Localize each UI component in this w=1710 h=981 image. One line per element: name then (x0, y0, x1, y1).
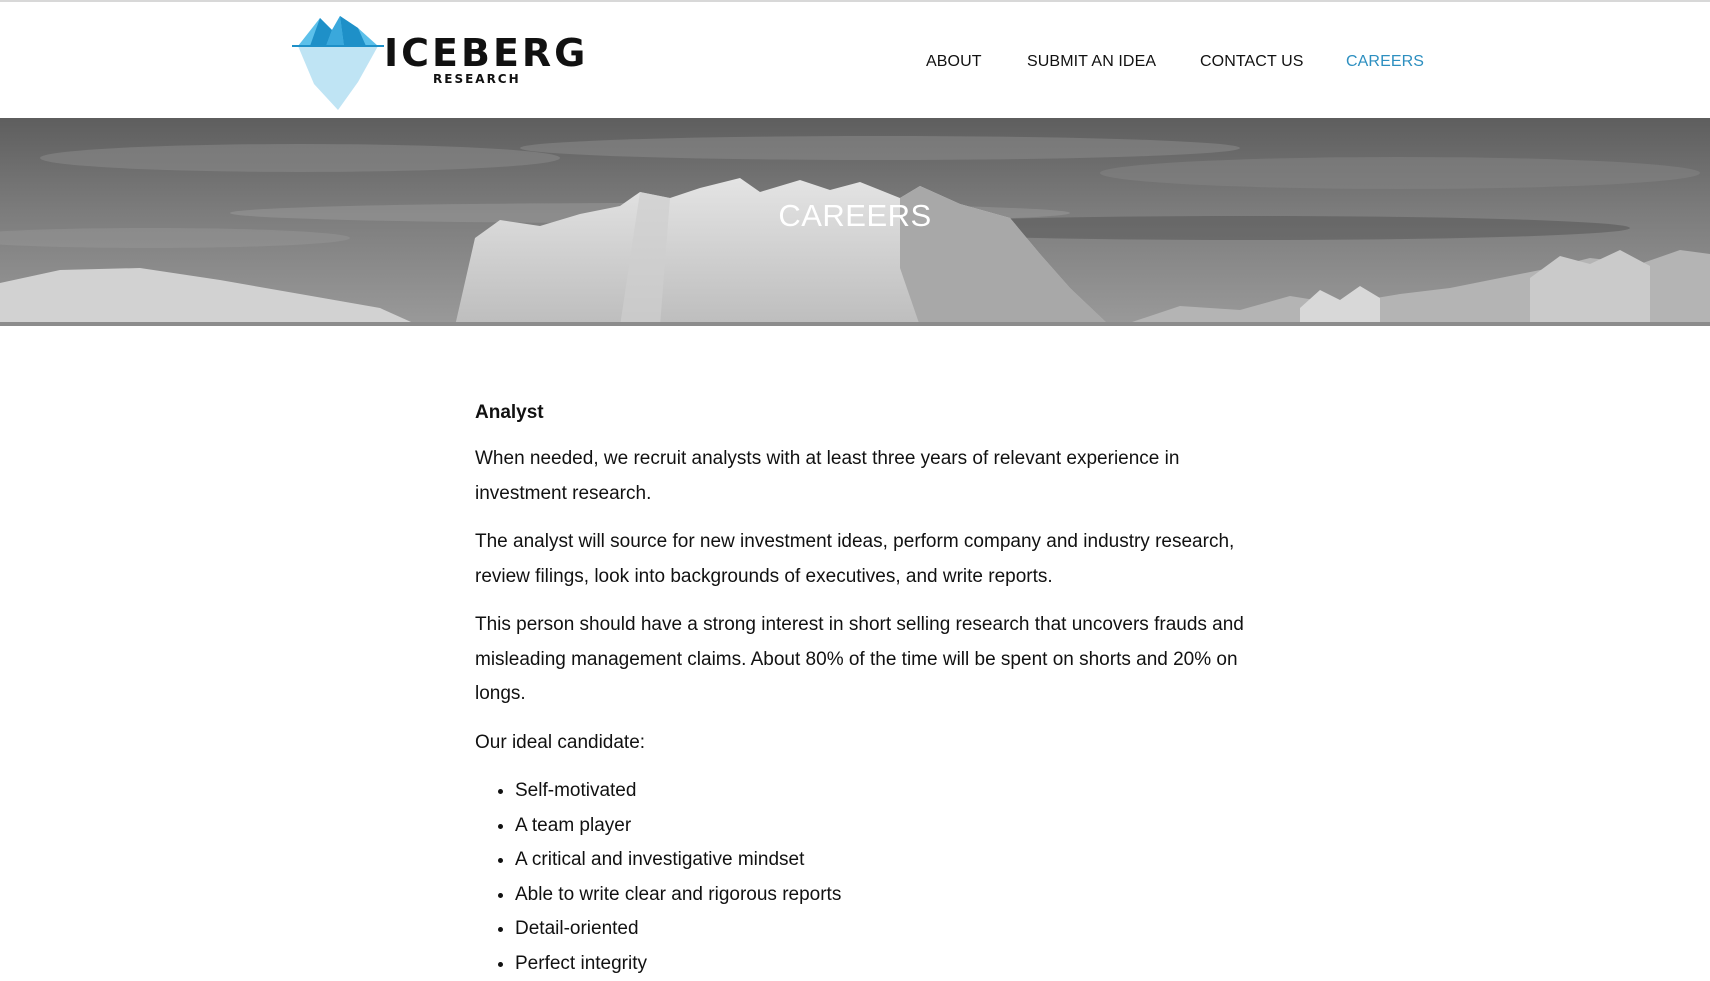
candidate-traits-list (475, 774, 1245, 981)
list-item: • Perfect integrity (515, 947, 1245, 981)
list-item: • Self-motivated (515, 774, 1245, 809)
paragraph-responsibilities: The analyst will source for new investment ideas, perform company and industry research, review filings, look into backgrounds of executives, and write reports. (475, 525, 1245, 594)
nav-careers[interactable]: CAREERS (1346, 50, 1424, 74)
nav-about[interactable]: ABOUT (926, 50, 982, 74)
hero-banner (0, 118, 1710, 326)
list-item: • Detail-oriented (515, 912, 1245, 947)
nav-submit-an-idea[interactable]: SUBMIT AN IDEA (1027, 50, 1156, 74)
site-header (0, 2, 1710, 118)
job-title: Analyst (475, 398, 1245, 428)
careers-content (475, 398, 1245, 981)
hero-title: CAREERS (0, 200, 1710, 231)
list-item: • Able to write clear and rigorous reports (515, 878, 1245, 913)
nav-contact-us[interactable]: CONTACT US (1200, 50, 1304, 74)
paragraph-focus: This person should have a strong interest in short selling research that uncovers frauds and misleading management claims. About 80% of the time will be spent on shorts and 20% on longs. (475, 608, 1245, 712)
main-nav (0, 50, 1710, 74)
paragraph-requirements: When needed, we recruit analysts with at least three years of relevant experience in investment research. (475, 442, 1245, 511)
brand-name: ICEBERG (384, 34, 588, 72)
paragraph-ideal-candidate: Our ideal candidate: (475, 726, 1245, 761)
brand-subtitle: RESEARCH (433, 73, 521, 85)
list-item: • A team player (515, 809, 1245, 844)
list-item: • A critical and investigative mindset (515, 843, 1245, 878)
